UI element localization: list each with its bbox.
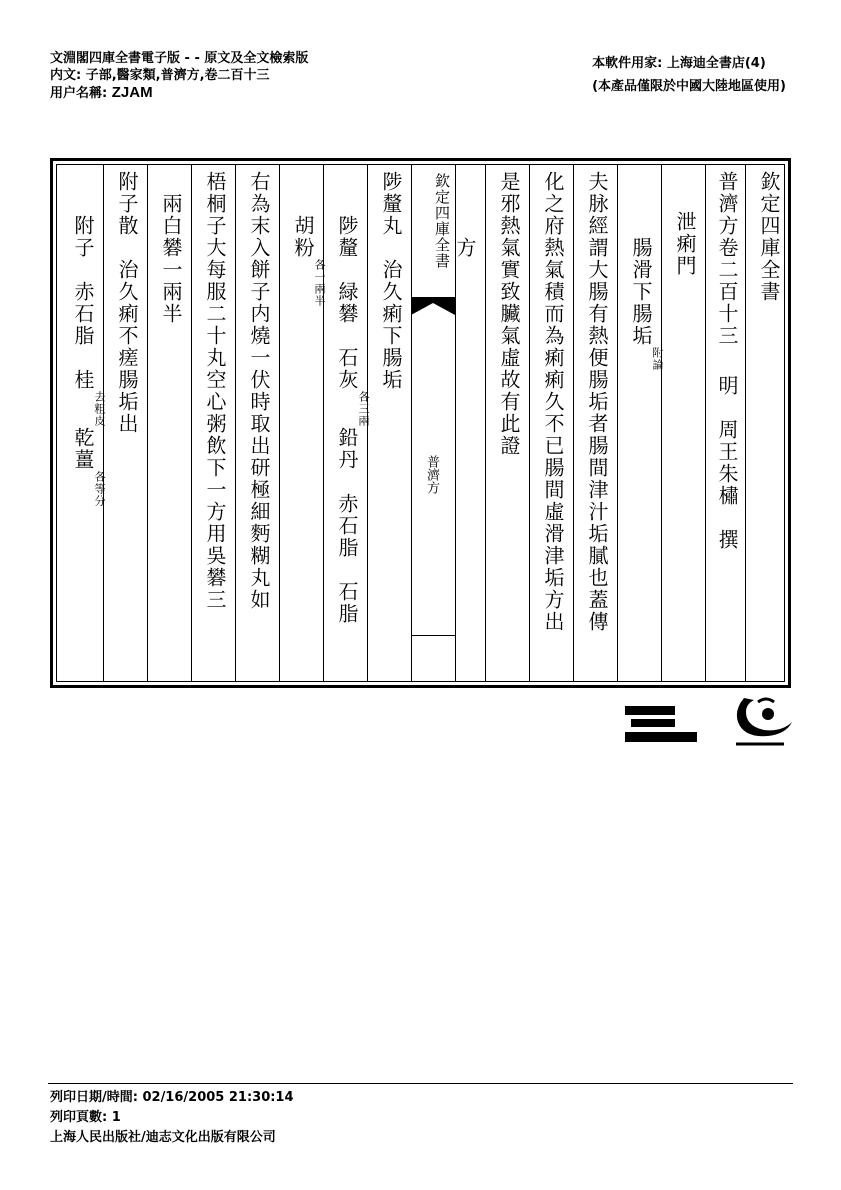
recipes-heading: 方 xyxy=(453,237,477,259)
center-band-title: 欽定四庫全書 xyxy=(433,173,451,269)
header-user-label: 用户名稱: xyxy=(50,86,108,101)
fish-tail-mark xyxy=(411,297,455,315)
body-line-2: 化之府熱氣積而為痢痢久不已腸間虛滑津垢方出 xyxy=(541,171,565,633)
restriction-text: (本產品僅限於中國大陸地區使用) xyxy=(592,79,786,94)
col-text-4 xyxy=(237,171,281,677)
col-recipe-1-ingredients-2 xyxy=(281,171,325,677)
col-text-2 xyxy=(531,171,575,677)
col-text-3 xyxy=(487,171,531,677)
recipe-1-ingredients: 陟釐 緑礬 石灰各三兩鉛丹 赤石脂 石脂 xyxy=(335,215,370,625)
center-band-book: 普濟方 xyxy=(424,455,439,494)
col-text-6 xyxy=(149,171,193,677)
col-title xyxy=(747,171,791,677)
col-text-1 xyxy=(575,171,619,677)
col-recipe-1 xyxy=(369,171,413,677)
subsection-title: 腸滑下腸垢附論 xyxy=(629,237,664,371)
page-frame xyxy=(50,158,791,688)
body-line-4: 右為末入餅子内燒一伏時取出研極細麪糊丸如 xyxy=(247,171,271,611)
recipe-2-ingredients: 附子 赤石脂 桂去粗皮乾薑各等分 xyxy=(71,215,106,507)
header-user-line xyxy=(50,84,308,102)
licensee-text: 本軟件用家: 上海迪全書店(4) xyxy=(592,56,766,71)
section-title: 泄痢門 xyxy=(673,211,697,277)
document-header xyxy=(50,50,308,102)
header-content-path: 内文: 子部,醫家類,普濟方,卷二百十三 xyxy=(50,68,270,83)
col-section xyxy=(663,171,707,677)
publisher-logo-emblem xyxy=(728,692,794,750)
col-recipe-1-ingredients xyxy=(325,171,369,677)
publisher-line: 上海人民出版社/迪志文化出版有限公司 xyxy=(50,1130,276,1145)
publisher-logo-mark xyxy=(625,706,697,742)
print-pages: 列印頁數: 1 xyxy=(50,1110,121,1125)
license-info xyxy=(592,55,786,101)
center-band-rule xyxy=(411,635,455,636)
book-title: 欽定四庫全書 xyxy=(757,171,781,303)
body-line-5: 梧桐子大每服二十丸空心粥飲下一方用吳礬三 xyxy=(203,171,227,611)
body-line-1: 夫脉經謂大腸有熱便腸垢者腸間津汁垢膩也蓋傳 xyxy=(585,171,609,633)
col-recipe-2-ingredients xyxy=(61,171,105,677)
print-date: 列印日期/時間: 02/16/2005 21:30:14 xyxy=(50,1090,294,1105)
page-inner-frame xyxy=(56,164,785,682)
col-text-5 xyxy=(193,171,237,677)
col-recipe-2 xyxy=(105,171,149,677)
volume-title: 普濟方卷二百十三明 周王朱橚 撰 xyxy=(715,171,739,551)
recipe-1-title: 陟釐丸 治久痢下腸垢 xyxy=(379,171,403,391)
document-footer xyxy=(50,1088,294,1148)
body-line-6: 兩白礬一兩半 xyxy=(159,193,183,325)
recipe-1-ingredients-2: 胡粉各一兩半 xyxy=(291,215,326,307)
center-band xyxy=(411,165,455,681)
col-subsection xyxy=(619,171,663,677)
footer-rule xyxy=(48,1083,793,1084)
body-line-3: 是邪熱氣實致臟氣虛故有此證 xyxy=(497,171,521,457)
col-volume xyxy=(705,171,749,677)
recipe-2-title: 附子散 治久痢不瘥腸垢出 xyxy=(115,171,139,435)
header-title: 文淵閣四庫全書電子版 - - 原文及全文檢索版 xyxy=(50,51,309,66)
header-user-name: ZJAM xyxy=(111,84,153,101)
